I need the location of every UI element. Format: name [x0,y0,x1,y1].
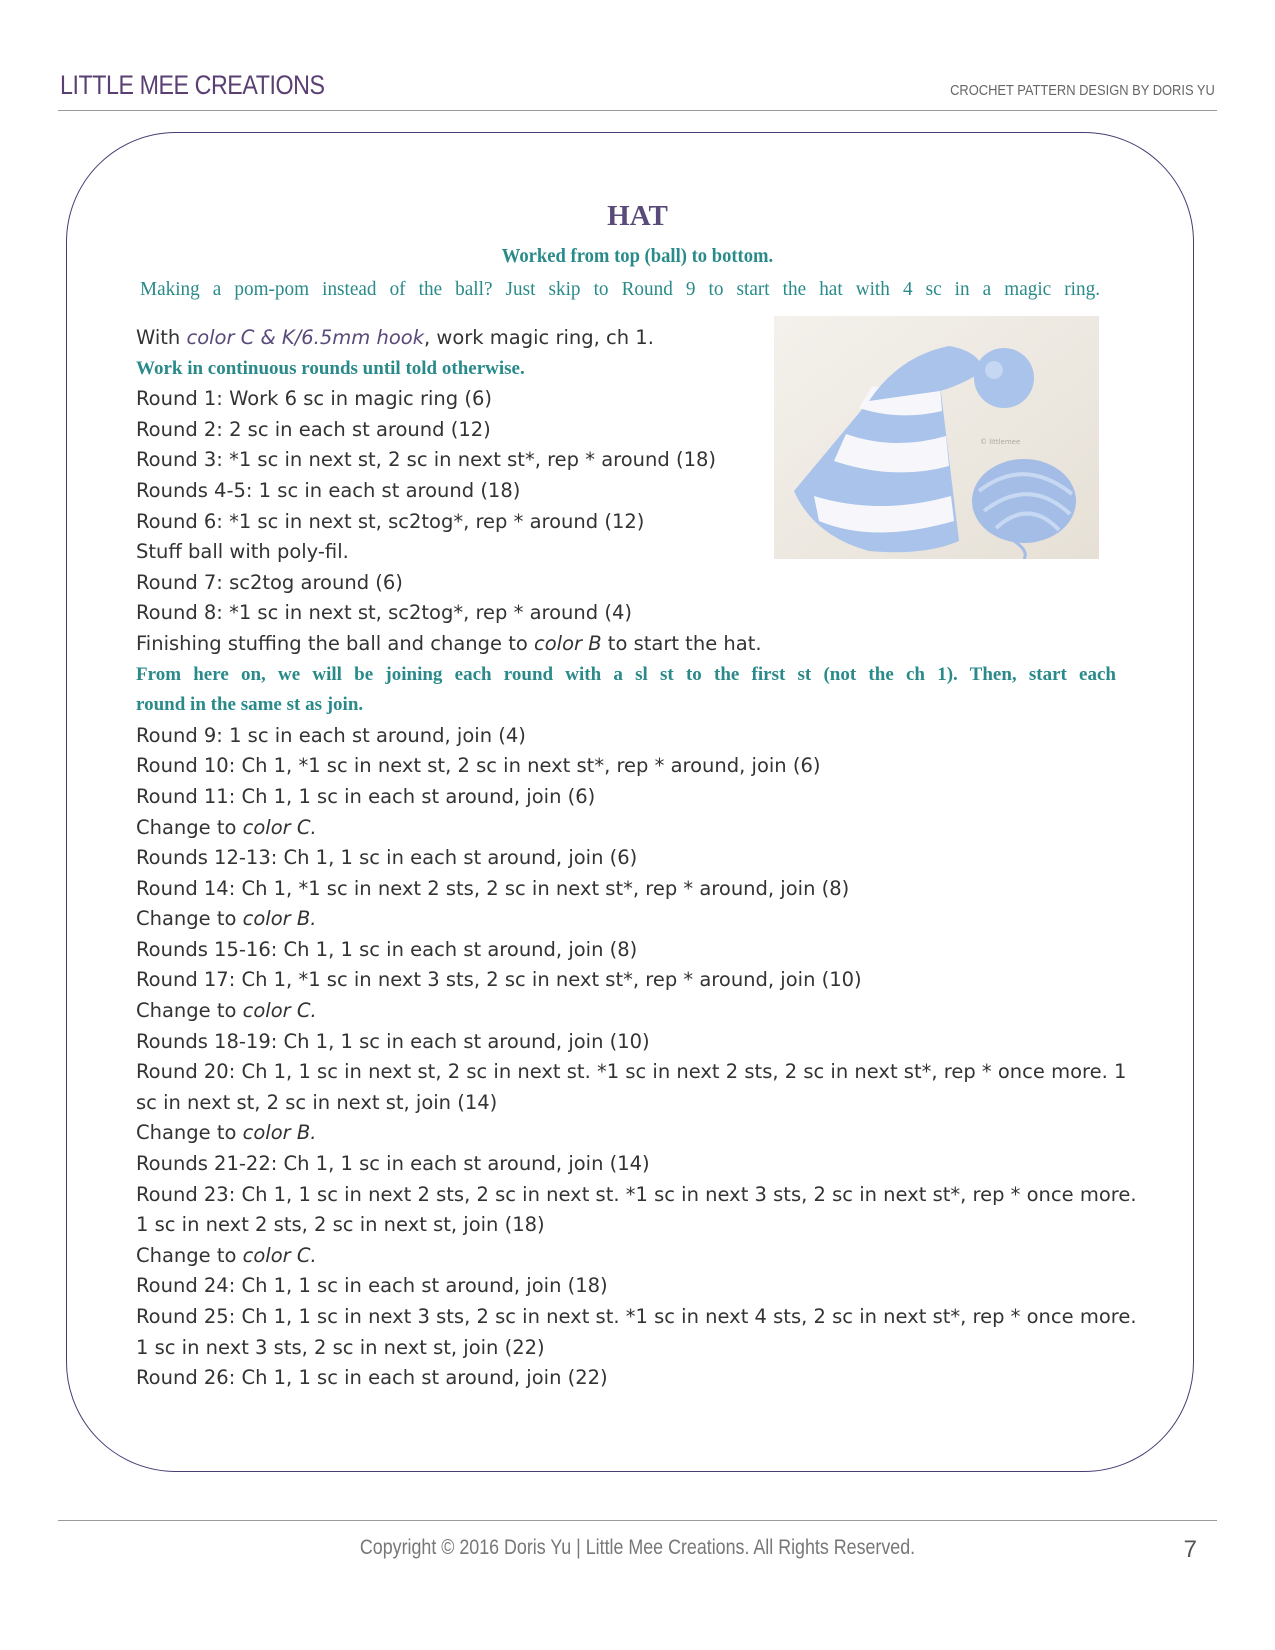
round-line: Rounds 4-5: 1 sc in each st around (18) [136,478,521,502]
intro-line [136,323,1116,354]
color-change-line [136,904,1116,935]
round-line: Round 23: Ch 1, 1 sc in next 2 sts, 2 sc in next st. *1 sc in next 3 sts, 2 sc in next st*, rep * once more. [136,1182,1137,1206]
round-line: Round 3: *1 sc in next st, 2 sc in next st*, rep * around (18) [136,448,716,472]
change-prefix: Change to [136,907,243,931]
intro-color-hook: color C & K/6.5mm hook [186,326,424,349]
svg-text:© littlemee: © littlemee [980,438,1021,446]
round-line: Rounds 12-13: Ch 1, 1 sc in each st around, join (6) [136,846,638,870]
round-line: Stuff ball with poly-fil. [136,540,349,564]
copyright-notice: Copyright © 2016 Doris Yu | Little Mee Creations. All Rights Reserved. [359,1536,916,1559]
header-tagline: CROCHET PATTERN DESIGN BY DORIS YU [950,82,1215,99]
color-change-line [136,813,1116,844]
brand-name: LITTLE MEE CREATIONS [60,70,325,100]
intro-prefix: With [136,326,187,349]
round-line: Round 20: Ch 1, 1 sc in next st, 2 sc in next st. *1 sc in next 2 sts, 2 sc in next st*, rep * once more. 1 [136,1060,1127,1084]
color-change-line [136,1241,1116,1272]
change-color: color C. [242,1243,317,1267]
change-color: color B. [242,1121,317,1145]
continuous-rounds-note: Work in continuous rounds until told otherwise. [136,357,525,379]
round-line: Rounds 21-22: Ch 1, 1 sc in each st around, join (14) [136,1152,650,1176]
round-line: Round 9: 1 sc in each st around, join (4) [136,723,526,747]
pom-pom-note: Making a pom-pom instead of the ball? Just skip to Round 9 to start the hat with 4 sc in a magic ring. [140,278,1100,300]
finish-prefix: Finishing stuffing the ball and change to [136,631,534,655]
round-line: Round 8: *1 sc in next st, sc2tog*, rep * around (4) [136,601,632,625]
page-number: 7 [1183,1536,1197,1563]
round-line: Round 2: 2 sc in each st around (12) [136,417,491,441]
footer-divider [58,1520,1217,1521]
round-line: Round 26: Ch 1, 1 sc in each st around, join (22) [136,1366,608,1390]
round-line: Round 1: Work 6 sc in magic ring (6) [136,387,492,411]
round-line: Rounds 15-16: Ch 1, 1 sc in each st around, join (8) [136,937,638,961]
color-change-line [136,1118,1116,1149]
round-line: Round 14: Ch 1, *1 sc in next 2 sts, 2 sc in next st*, rep * around, join (8) [136,876,850,900]
round-line: Round 25: Ch 1, 1 sc in next 3 sts, 2 sc in next st. *1 sc in next 4 sts, 2 sc in next st*, rep * once more. [136,1305,1137,1328]
round-line: sc in next st, 2 sc in next st, join (14) [136,1090,498,1114]
pattern-instructions [136,323,1137,1394]
header-divider [58,110,1217,111]
intro-suffix: , work magic ring, ch 1. [424,326,654,349]
round-line: Round 10: Ch 1, *1 sc in next st, 2 sc in next st*, rep * around, join (6) [136,754,821,778]
round-line: Round 6: *1 sc in next st, sc2tog*, rep * around (12) [136,509,645,533]
join-note-line-1: From here on, we will be joining each round with a sl st to the first st (not the ch 1). Then, start each [136,663,1116,685]
round-line: Round 11: Ch 1, 1 sc in each st around, join (6) [136,784,596,808]
section-subtitle: Worked from top (ball) to bottom. [501,245,774,267]
change-prefix: Change to [136,1243,243,1267]
section-title: HAT [607,200,668,232]
finish-suffix: to start the hat. [601,631,762,655]
color-change-line [136,996,1116,1027]
round-line: Round 7: sc2tog around (6) [136,570,403,594]
change-prefix: Change to [136,999,243,1023]
round-line: 1 sc in next 2 sts, 2 sc in next st, join (18) [136,1213,545,1237]
round-line: 1 sc in next 3 sts, 2 sc in next st, join (22) [136,1335,545,1359]
round-line: Rounds 18-19: Ch 1, 1 sc in each st around, join (10) [136,1029,650,1053]
change-prefix: Change to [136,815,243,839]
join-note-line-2: round in the same st as join. [136,694,364,716]
change-prefix: Change to [136,1121,243,1145]
finish-line [136,629,1116,660]
change-color: color C. [242,999,317,1023]
change-color: color B. [242,907,317,931]
finish-color: color B [534,631,602,655]
round-line: Round 24: Ch 1, 1 sc in each st around, join (18) [136,1274,608,1298]
change-color: color C. [242,815,317,839]
round-line: Round 17: Ch 1, *1 sc in next 3 sts, 2 sc in next st*, rep * around, join (10) [136,968,862,992]
